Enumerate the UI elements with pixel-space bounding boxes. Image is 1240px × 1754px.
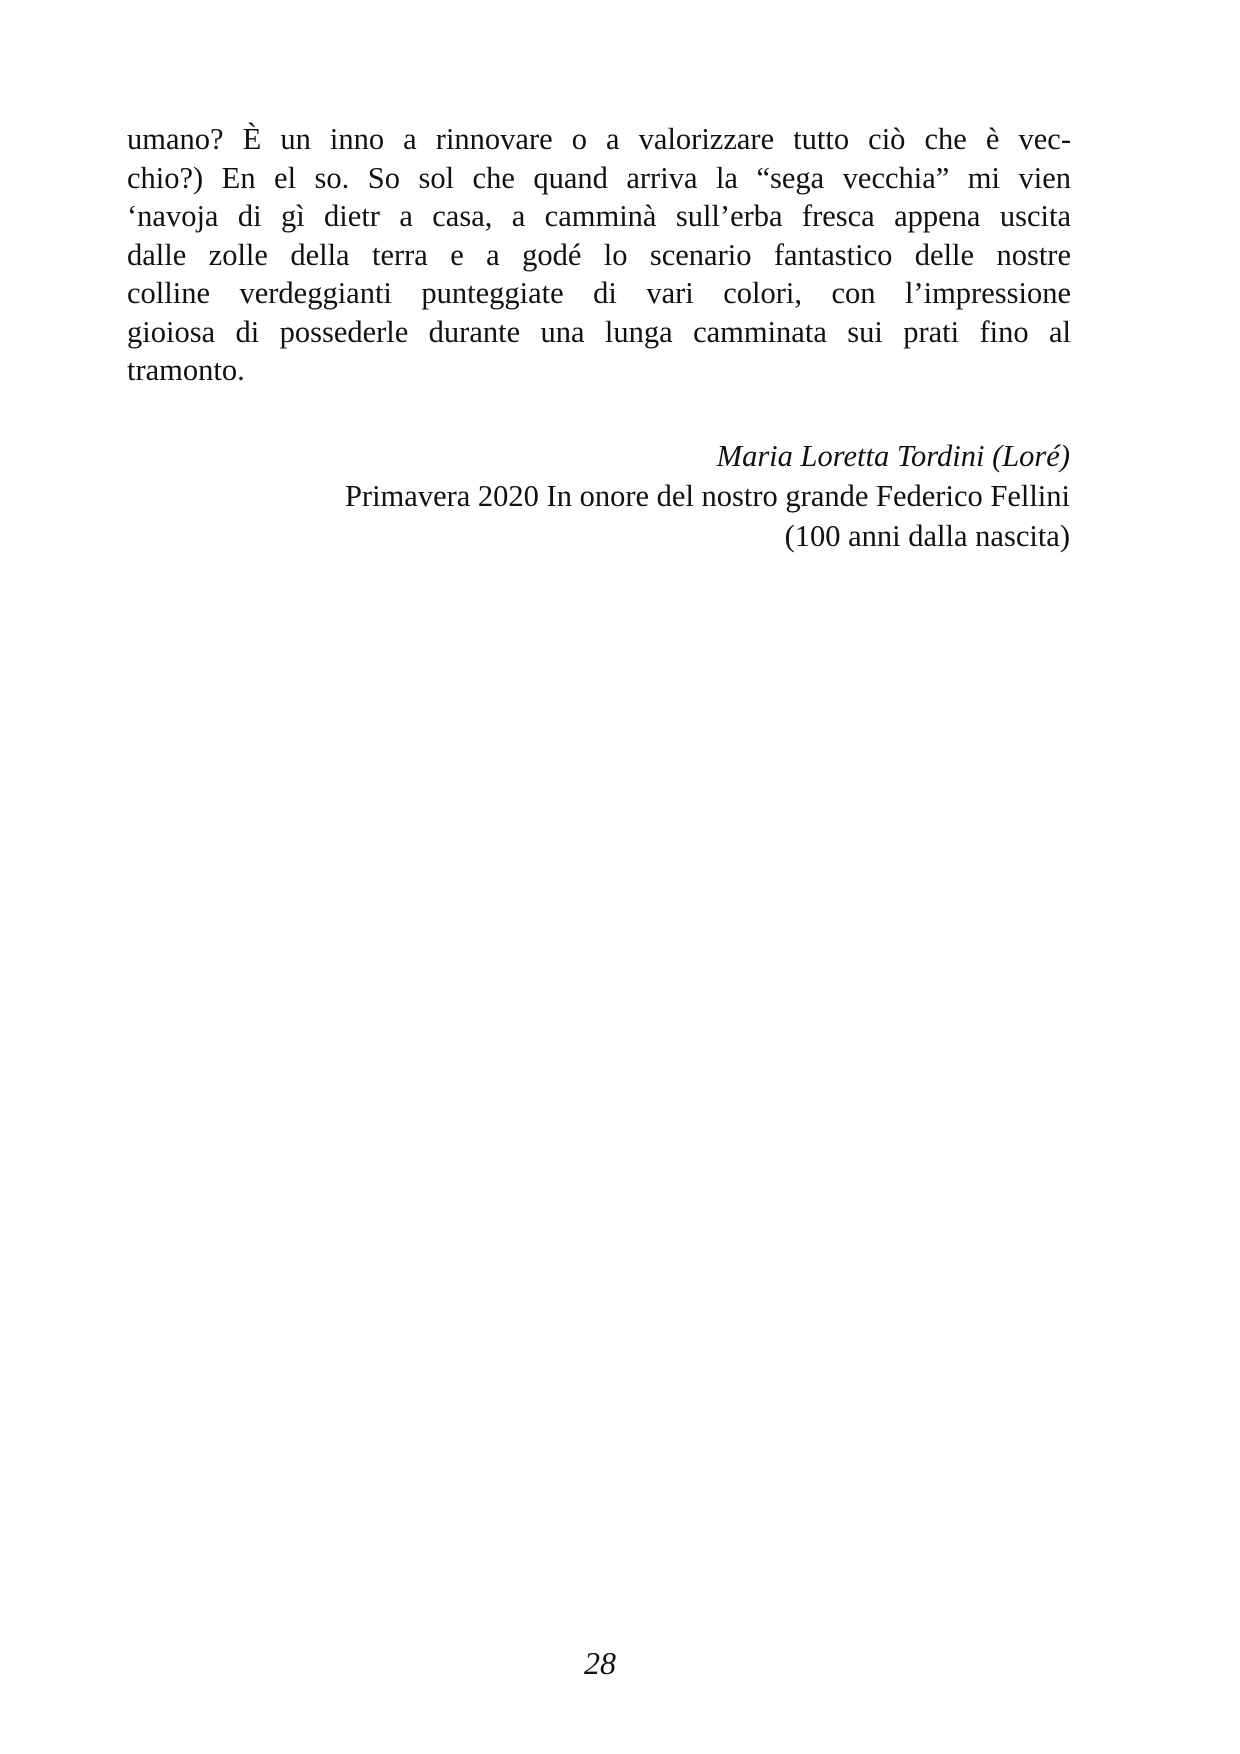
- signature-block: [345, 436, 1070, 556]
- text-line: chio?) En el so. So sol che quand arriva la “sega vecchia” mi vien: [127, 160, 1071, 195]
- body-paragraph: [127, 120, 1071, 390]
- text-line: colline verdeggianti punteggiate di vari colori, con l’impressione: [127, 276, 1071, 310]
- dedication-line: (100 anni dalla nascita): [784, 519, 1070, 553]
- text-line: dalle zolle della terra e a godé lo scenario fantastico delle nostre: [127, 237, 1071, 272]
- dedication-line: Primavera 2020 In onore del nostro grande Federico Fellini: [344, 479, 1070, 513]
- text-line: tramonto.: [127, 353, 245, 387]
- text-line: ‘navoja di gì dietr a casa, a camminà sull’erba fresca appena uscita: [127, 199, 1071, 233]
- page-number: 28: [584, 1645, 616, 1681]
- text-line: gioiosa di possederle durante una lunga camminata sui prati fino al: [127, 314, 1071, 349]
- author-name: Maria Loretta Tordini (Loré): [716, 439, 1070, 473]
- text-line: umano? È un inno a rinnovare o a valorizzare tutto ciò che è vec-: [127, 122, 1071, 156]
